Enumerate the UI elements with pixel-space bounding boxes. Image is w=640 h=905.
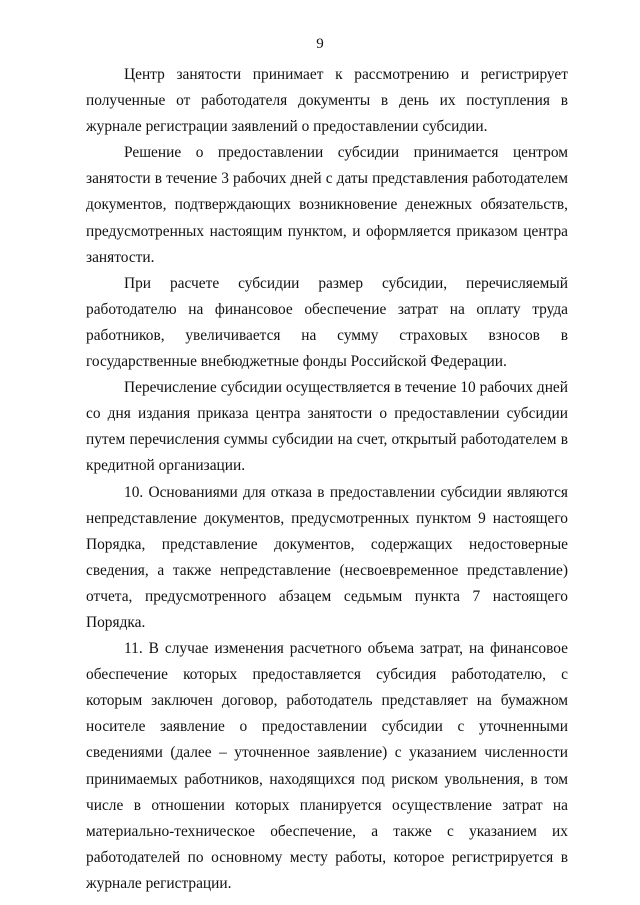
paragraph-transfer: Перечисление субсидии осуществляется в течение 10 рабочих дней со дня издания приказа центра занятости о предоставлении субсидии путем перечисления суммы субсидии на счет, открытый работодателем в кредитной организации. (86, 379, 568, 475)
document-body (86, 62, 568, 897)
paragraph-registration: Центр занятости принимает к рассмотрению и регистрирует полученные от работодателя документы в день их поступления в журнале регистрации заявлений о предоставлении субсидии. (86, 66, 568, 136)
paragraph-decision: Решение о предоставлении субсидии принимается центром занятости в течение 3 рабочих дней с даты представления работодателем документов, подтверждающих возникновение денежных обязательств, предусмотренных настоящим пунктом, и оформляется приказом центра занятости. (86, 144, 568, 266)
page-number: 9 (316, 36, 324, 52)
paragraph-clause-10: 10. Основаниями для отказа в предоставлении субсидии являются непредставление документов, предусмотренных пунктом 9 настоящего Порядка, представление документов, содержащих недостоверные сведения, а также непредставление (несвоевременное представление) отчета, предусмотренного абзацем седьмым пункта 7 настоящего Порядка. (86, 483, 568, 631)
paragraph-calculation: При расчете субсидии размер субсидии, перечисляемый работодателю на финансовое обеспечение затрат на оплату труда работников, увеличивается на сумму страховых взносов в государственные внебюджетные фонды Российской Федерации. (86, 274, 568, 371)
paragraph-clause-11: 11. В случае изменения расчетного объема затрат, на финансовое обеспечение которых предоставляется субсидия работодателю, с которым заключен договор, работодатель представляет на бумажном носителе заявление о предоставлении субсидии с уточненными сведениями (далее – уточненное заявление) с указанием численности принимаемых работников, находящихся под риском увольнения, в том числе в отношении которых планируется осуществление затрат на материально-техническое обеспечение, а также с указанием их работодателей по основному месту работы, которое регистрируется в журнале регистрации. (86, 640, 568, 892)
